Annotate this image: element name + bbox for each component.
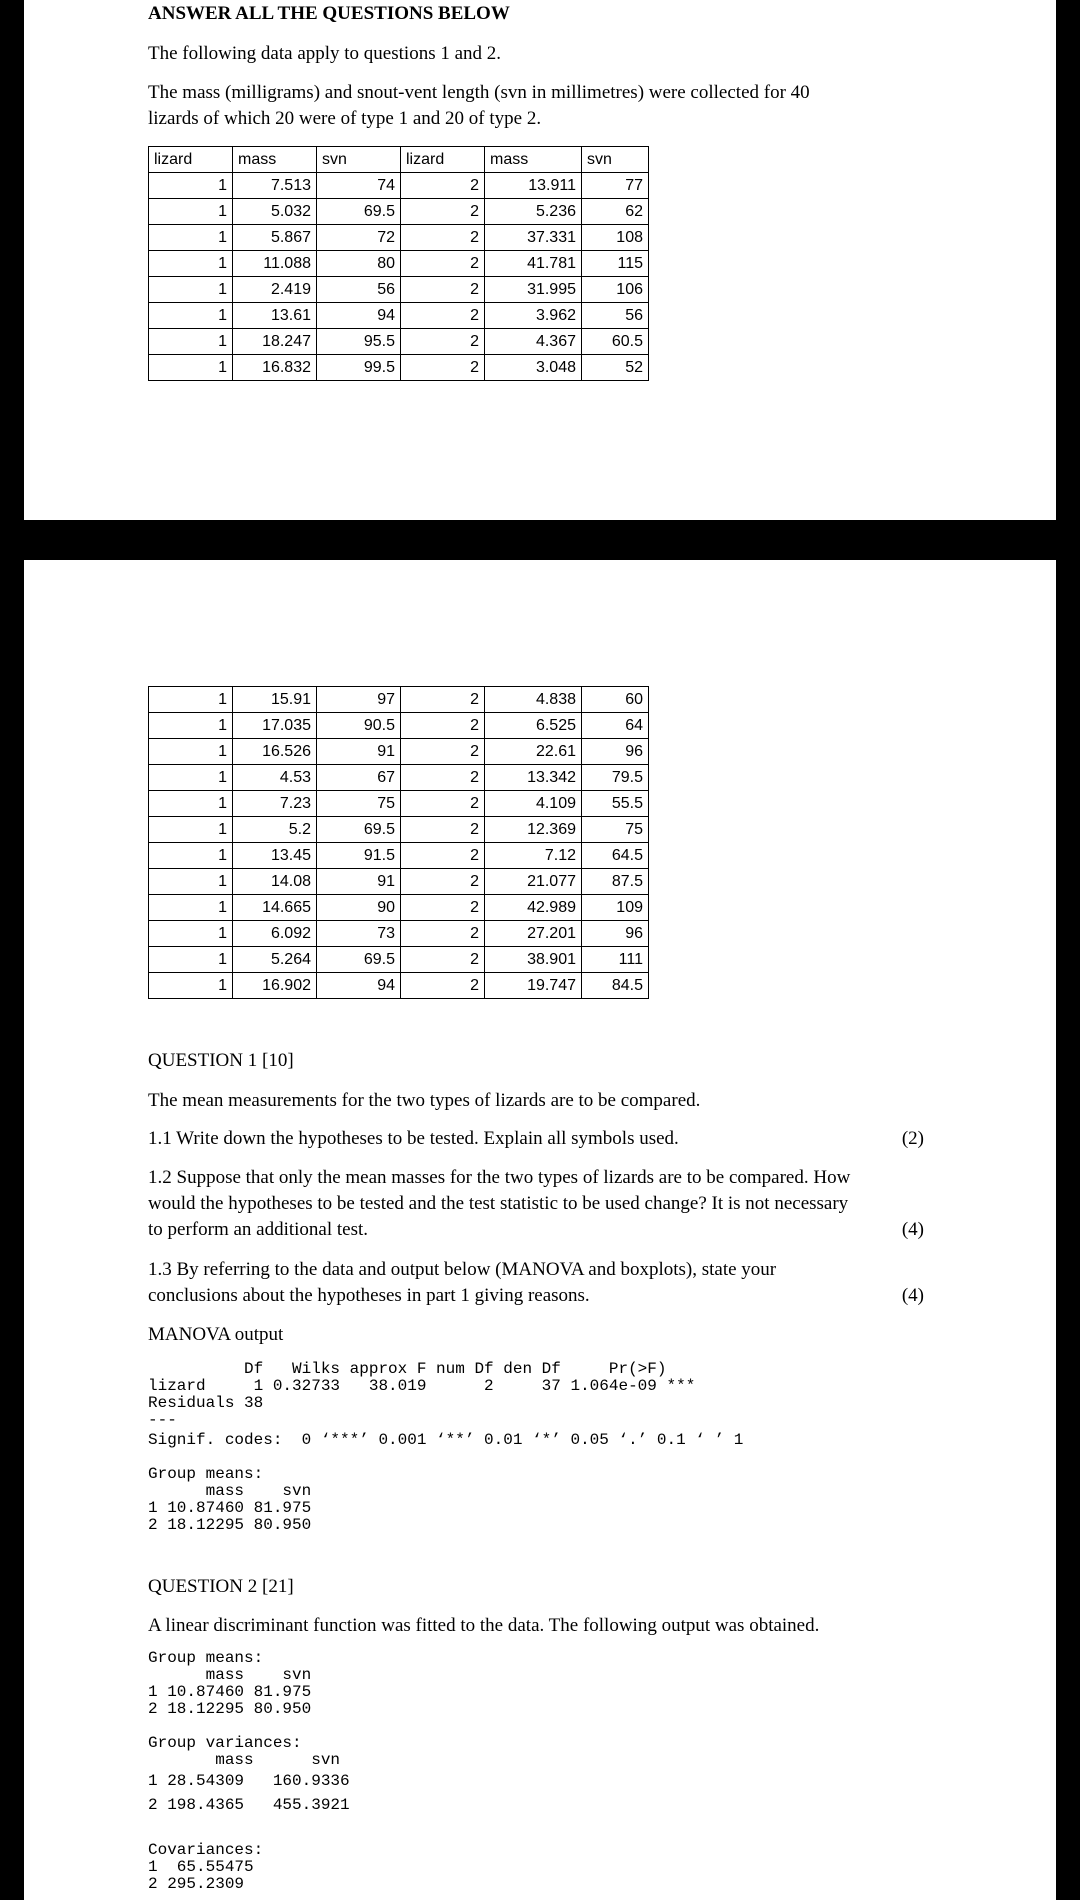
cell-lizard: 1 [149,225,233,251]
table-body [149,687,649,999]
page-1 [24,0,1056,520]
cell-mass: 5.867 [233,225,317,251]
cell-mass: 2.419 [233,277,317,303]
cell-lizard: 1 [149,251,233,277]
question-1-2-line-c: to perform an additional test. [148,1219,369,1240]
cell-lizard-2: 2 [401,869,485,895]
cell-mass: 15.91 [233,687,317,713]
cell-lizard: 1 [149,921,233,947]
cell-mass: 13.61 [233,303,317,329]
cell-mass-2: 13.342 [485,765,582,791]
cell-lizard-2: 2 [401,225,485,251]
table-row [149,739,649,765]
question-1-3-marks: (4) [901,1285,924,1306]
cell-svn: 91 [317,869,401,895]
cell-svn-2: 109 [582,895,649,921]
cell-mass-2: 13.911 [485,173,582,199]
cell-lizard: 1 [149,355,233,381]
cell-lizard: 1 [149,791,233,817]
cell-svn-2: 60.5 [582,329,649,355]
group-means-title: Group means: [148,1465,264,1483]
group-variances-row-1: 1 28.54309 160.9336 [148,1772,350,1790]
cell-lizard: 1 [149,843,233,869]
question-1-1-marks: (2) [901,1128,924,1149]
cell-mass: 16.526 [233,739,317,765]
cell-mass-2: 3.962 [485,303,582,329]
table-row [149,817,649,843]
question-1-intro: The mean measurements for the two types of lizards are to be compared. [148,1090,701,1111]
cell-svn-2: 106 [582,277,649,303]
cell-mass: 5.264 [233,947,317,973]
cell-lizard: 1 [149,947,233,973]
cell-mass: 18.247 [233,329,317,355]
intro-line-2a: The mass (milligrams) and snout-vent length (svn in millimetres) were collected for 40 [148,82,810,103]
table-row [149,199,649,225]
covariances-row-2: 2 295.2309 [148,1875,245,1893]
table-row [149,329,649,355]
cell-mass-2: 31.995 [485,277,582,303]
cell-lizard: 1 [149,973,233,999]
cell-lizard: 1 [149,713,233,739]
col-header-svn: svn [317,147,401,173]
cell-lizard-2: 2 [401,173,485,199]
cell-svn-2: 64.5 [582,843,649,869]
covariances-row-1: 1 65.55475 [148,1858,254,1876]
cell-mass: 7.23 [233,791,317,817]
question-1-2-marks: (4) [901,1219,924,1240]
cell-mass: 11.088 [233,251,317,277]
cell-svn-2: 64 [582,713,649,739]
table-row [149,355,649,381]
cell-lizard: 1 [149,739,233,765]
cell-svn: 75 [317,791,401,817]
table-row [149,225,649,251]
cell-lizard: 1 [149,199,233,225]
cell-mass: 4.53 [233,765,317,791]
cell-lizard-2: 2 [401,895,485,921]
table-header-row [149,147,649,173]
cell-mass-2: 4.838 [485,687,582,713]
cell-svn-2: 96 [582,739,649,765]
cell-mass: 5.032 [233,199,317,225]
cell-lizard-2: 2 [401,303,485,329]
cell-svn-2: 115 [582,251,649,277]
lizard-data-table-part1 [148,146,649,381]
cell-mass: 6.092 [233,921,317,947]
cell-lizard-2: 2 [401,355,485,381]
lda-group-means-row-2: 2 18.12295 80.950 [148,1700,312,1718]
manova-separator: --- [148,1411,177,1429]
cell-lizard-2: 2 [401,765,485,791]
cell-lizard-2: 2 [401,687,485,713]
cell-mass-2: 27.201 [485,921,582,947]
table-row [149,303,649,329]
cell-svn-2: 108 [582,225,649,251]
cell-svn-2: 96 [582,921,649,947]
question-1-1-text: 1.1 Write down the hypotheses to be tested. Explain all symbols used. [148,1128,679,1149]
cell-lizard: 1 [149,173,233,199]
cell-lizard: 1 [149,895,233,921]
cell-mass: 16.902 [233,973,317,999]
page-heading: ANSWER ALL THE QUESTIONS BELOW [148,3,510,24]
cell-svn: 80 [317,251,401,277]
cell-lizard-2: 2 [401,329,485,355]
table-row [149,843,649,869]
col-header-mass: mass [233,147,317,173]
cell-svn: 69.5 [317,199,401,225]
cell-svn-2: 56 [582,303,649,329]
cell-mass: 7.513 [233,173,317,199]
cell-mass-2: 22.61 [485,739,582,765]
cell-mass-2: 5.236 [485,199,582,225]
cell-mass: 13.45 [233,843,317,869]
cell-lizard-2: 2 [401,277,485,303]
cell-svn-2: 55.5 [582,791,649,817]
cell-svn: 94 [317,303,401,329]
cell-mass-2: 38.901 [485,947,582,973]
cell-mass-2: 42.989 [485,895,582,921]
cell-svn-2: 84.5 [582,973,649,999]
question-1-2-line-a: 1.2 Suppose that only the mean masses for the two types of lizards are to be compared. How [148,1167,851,1188]
table-row [149,687,649,713]
cell-mass: 14.08 [233,869,317,895]
cell-svn: 69.5 [317,947,401,973]
cell-lizard-2: 2 [401,843,485,869]
cell-lizard: 1 [149,869,233,895]
cell-lizard: 1 [149,817,233,843]
question-1-3-line-b: conclusions about the hypotheses in part 1 giving reasons. [148,1285,590,1306]
cell-mass-2: 19.747 [485,973,582,999]
lda-group-means-header: mass svn [148,1666,312,1684]
question-1-2-line-b: would the hypotheses to be tested and the test statistic to be used change? It is not necessary [148,1193,849,1214]
question-1-title: QUESTION 1 [10] [148,1050,294,1071]
cell-svn-2: 87.5 [582,869,649,895]
cell-mass: 17.035 [233,713,317,739]
cell-mass-2: 37.331 [485,225,582,251]
cell-svn: 67 [317,765,401,791]
cell-mass-2: 3.048 [485,355,582,381]
cell-svn: 69.5 [317,817,401,843]
cell-svn: 91 [317,739,401,765]
question-2-intro: A linear discriminant function was fitted to the data. The following output was obtained. [148,1615,820,1636]
cell-svn: 74 [317,173,401,199]
cell-lizard-2: 2 [401,973,485,999]
table-row [149,895,649,921]
signif-codes-line: Signif. codes: 0 ‘***’ 0.001 ‘**’ 0.01 ‘*’ 0.05 ‘.’ 0.1 ‘ ’ 1 [148,1431,744,1449]
cell-mass: 16.832 [233,355,317,381]
table-row [149,791,649,817]
page-2 [24,560,1056,1900]
cell-lizard-2: 2 [401,947,485,973]
group-variances-title: Group variances: [148,1734,302,1752]
group-variances-header: mass svn [148,1751,341,1769]
col-header-lizard-2: lizard [401,147,485,173]
cell-svn: 90 [317,895,401,921]
cell-svn-2: 75 [582,817,649,843]
cell-svn: 72 [317,225,401,251]
table-row [149,713,649,739]
table-row [149,973,649,999]
cell-svn-2: 77 [582,173,649,199]
covariances-title: Covariances: [148,1841,264,1859]
cell-svn-2: 111 [582,947,649,973]
cell-lizard-2: 2 [401,921,485,947]
cell-lizard: 1 [149,303,233,329]
cell-svn-2: 60 [582,687,649,713]
cell-svn: 90.5 [317,713,401,739]
lda-group-means-title: Group means: [148,1649,264,1667]
manova-output-title: MANOVA output [148,1324,284,1345]
cell-svn: 95.5 [317,329,401,355]
cell-svn: 99.5 [317,355,401,381]
cell-mass-2: 12.369 [485,817,582,843]
manova-lizard-row: lizard 1 0.32733 38.019 2 37 1.064e-09 *** [148,1377,696,1395]
cell-lizard: 1 [149,765,233,791]
col-header-svn-2: svn [582,147,649,173]
table-row [149,921,649,947]
group-means-row-1: 1 10.87460 81.975 [148,1499,312,1517]
table-row [149,869,649,895]
manova-header-line: Df Wilks approx F num Df den Df Pr(>F) [148,1360,667,1378]
group-means-header: mass svn [148,1482,312,1500]
lizard-data-table-part2 [148,686,649,999]
table-body [149,173,649,381]
table-row [149,277,649,303]
group-variances-row-2: 2 198.4365 455.3921 [148,1796,350,1814]
cell-lizard-2: 2 [401,739,485,765]
lda-group-means-row-1: 1 10.87460 81.975 [148,1683,312,1701]
question-2-title: QUESTION 2 [21] [148,1576,294,1597]
col-header-lizard: lizard [149,147,233,173]
question-1-3-line-a: 1.3 By referring to the data and output below (MANOVA and boxplots), state your [148,1259,777,1280]
cell-svn: 94 [317,973,401,999]
table-row [149,251,649,277]
table-row [149,765,649,791]
cell-lizard: 1 [149,329,233,355]
cell-svn-2: 62 [582,199,649,225]
col-header-mass-2: mass [485,147,582,173]
cell-mass-2: 21.077 [485,869,582,895]
cell-lizard-2: 2 [401,199,485,225]
cell-mass: 14.665 [233,895,317,921]
cell-lizard-2: 2 [401,251,485,277]
intro-line-2b: lizards of which 20 were of type 1 and 20 of type 2. [148,108,542,129]
cell-mass-2: 41.781 [485,251,582,277]
cell-lizard: 1 [149,687,233,713]
table-row [149,947,649,973]
cell-lizard-2: 2 [401,791,485,817]
cell-svn: 73 [317,921,401,947]
cell-svn-2: 79.5 [582,765,649,791]
group-means-row-2: 2 18.12295 80.950 [148,1516,312,1534]
cell-mass-2: 4.367 [485,329,582,355]
cell-mass: 5.2 [233,817,317,843]
cell-lizard: 1 [149,277,233,303]
cell-mass-2: 6.525 [485,713,582,739]
cell-svn: 91.5 [317,843,401,869]
table-row [149,173,649,199]
cell-mass-2: 4.109 [485,791,582,817]
cell-lizard-2: 2 [401,713,485,739]
cell-svn: 97 [317,687,401,713]
intro-line-1: The following data apply to questions 1 and 2. [148,43,502,64]
manova-residuals-row: Residuals 38 [148,1394,264,1412]
cell-lizard-2: 2 [401,817,485,843]
cell-mass-2: 7.12 [485,843,582,869]
cell-svn-2: 52 [582,355,649,381]
cell-svn: 56 [317,277,401,303]
